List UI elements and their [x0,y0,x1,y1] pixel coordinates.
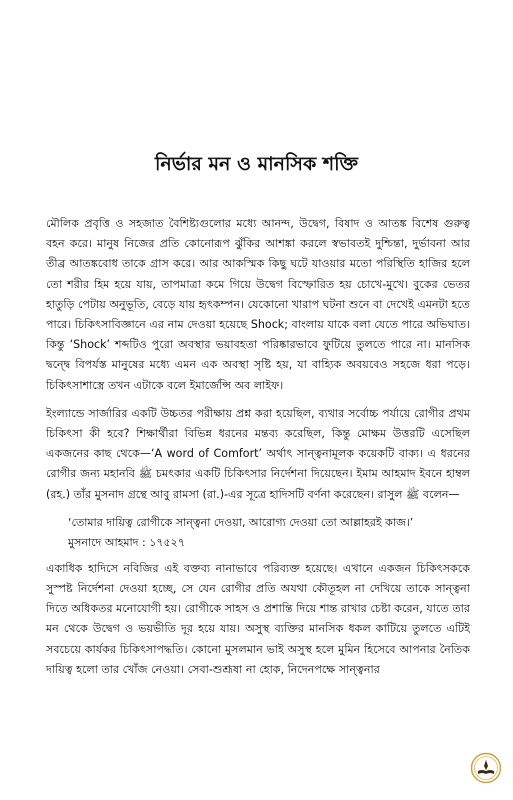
hadith-source: মুসনাদে আহমাদ : ১৭৫২৭ [68,535,185,549]
page-body [46,214,470,688]
paragraph-intro: মৌলিক প্রবৃত্তি ও সহজাত বৈশিষ্ট্যগুলোর মধ্যে আনন্দ, উদ্বেগ, বিষাদ ও আতঙ্ক বিশেষ গুরুত্ব বহন করে। মানুষ নিজের প্রতি কোনোরূপ ঝুঁকির আশঙ্কা করলে স্বভাবতই দুশ্চিন্তা, দুর্ভাবনা আর তীব্র আতঙ্কবোধ তাকে গ্রাস করে। আর আকস্মিক কিছু ঘটে যাওয়ার মতো পরিস্থিতি হাজির হলে তো শরীর হিম হয়ে যায়, তাপমাত্রা কমে গিয়ে উদ্বেগ বিস্ফোরিত হয় চোখে-মুখে। বুকের ভেতর হাতুড়ি পেটায় অনুভূতি, বেড়ে যায় হৃৎকম্পন। যেকোনো খারাপ ঘটনা শুনে বা দেখেই এমনটা হতে পারে। চিকিৎসাবিজ্ঞানে এর নাম দেওয়া হয়েছে Shock; বাংলায় যাকে বলা যেতে পারে অভিঘাত। কিন্তু ‘Shock’ শব্দটিও পুরো অবস্থার ভয়াবহতা পরিষ্কারভাবে ফুটিয়ে তুলতে পারে না। মানসিক দ্বন্দ্বে বিপর্যস্ত মানুষের মধ্যে এমন এক অবস্থা সৃষ্টি হয়, যা বাহ্যিক অবয়বেও সহজে ধরা পড়ে। চিকিৎসাশাস্ত্রে তখন এটাকে বলে ইমার্জেন্সি অব লাইফ। [46,217,470,392]
paragraph-england-exam: ইংল্যান্ডে সার্জারির একটি উচ্চতর পরীক্ষায় প্রশ্ন করা হয়েছিল, ব্যথার সর্বোচ্চ পর্যায়ে রোগীর প্রথম চিকিৎসা কী হবে? শিক্ষার্থীরা বিভিন্ন ধরনের মন্তব্য করেছিল, কিন্তু মোক্ষম উত্তরটি এসেছিল একজনের কাছ থেকে—‘A word of Comfort’ অর্থাৎ সান্ত্বনামূলক কয়েকটি বাক্য। এ ধরনের রোগীর জন্য মহানবি ﷺ চমৎকার একটি চিকিৎসার নির্দেশনা দিয়েছেন। ইমাম আহমাদ ইবনে হাম্বল (রহ.) তাঁর মুসনাদ গ্রন্থে আবু রামসা (রা.)-এর সূত্রে হাদিসটি বর্ণনা করেছেন। রাসুল ﷺ বলেন— [46,406,470,501]
chapter-title: নির্ভার মন ও মানসিক শক্তি [154,153,359,175]
book-pen-emblem-icon [470,752,502,784]
paragraph-closing: একাধিক হাদিসে নবিজির এই বক্তব্য নানাভাবে পরিব্যক্ত হয়েছে। এখানে একজন চিকিৎসককে সুস্পষ্ট নির্দেশনা দেওয়া হচ্ছে, সে যেন রোগীর প্রতি অযথা কৌতূহল না দেখিয়ে তাকে সান্ত্বনা দিতে অধিকতর মনোযোগী হয়। রোগীকে সাহস ও প্রশান্তি দিয়ে শান্ত রাখার চেষ্টা করেন, যাতে তার মন থেকে উদ্বেগ ও ভয়ভীতি দূর হয়ে যায়। অসুস্থ ব্যক্তির মানসিক ধকল কাটিয়ে তুলতে এটিই সবচেয়ে কার্যকর চিকিৎসাপদ্ধতি। কোনো মুসলমান ভাই অসুস্থ হলে মুমিন হিসেবে আপনার নৈতিক দায়িত্ব হলো তার খোঁজ নেওয়া। সেবা-শুশ্রূষা না হোক, নিদেনপক্ষে সান্ত্বনার [46,561,470,676]
hadith-quote: ‘তোমার দায়িত্ব রোগীকে সান্ত্বনা দেওয়া, আরোগ্য দেওয়া তো আল্লাহরই কাজ।’ [68,515,414,529]
